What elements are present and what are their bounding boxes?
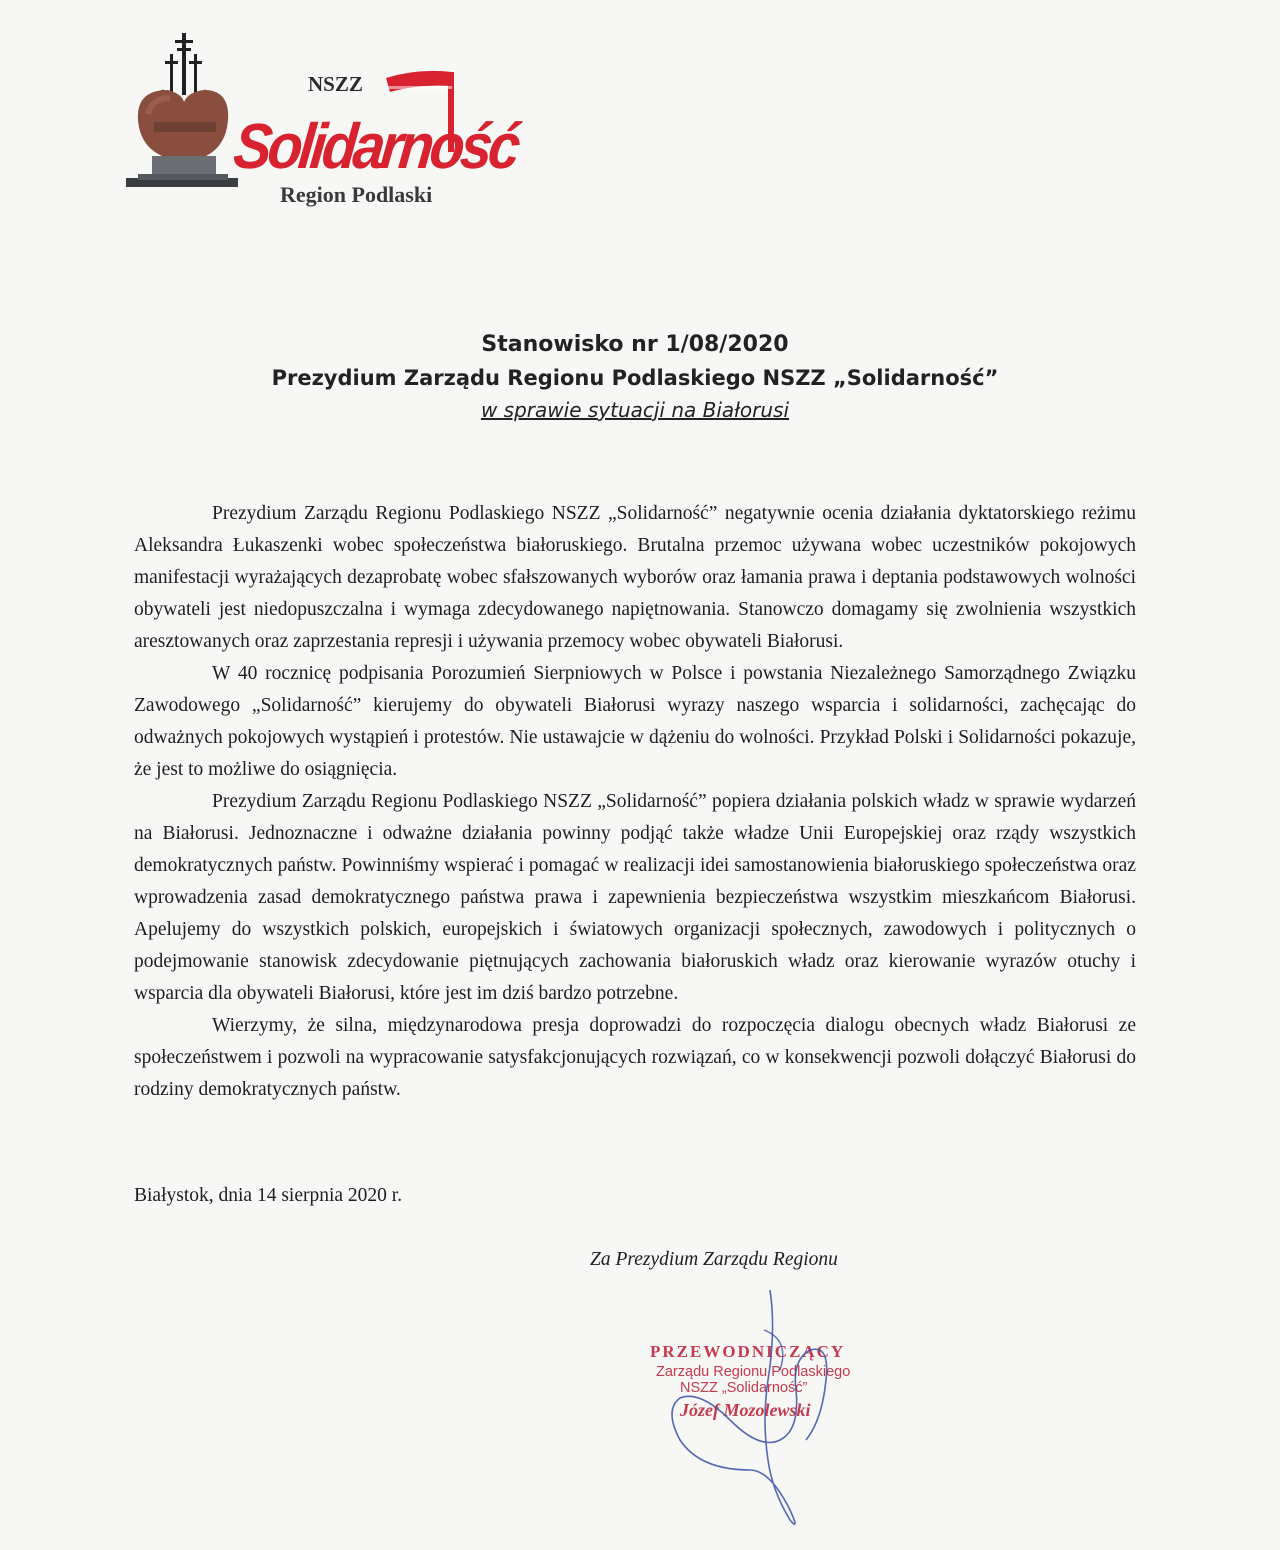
stamp-name: Józef Mozolewski bbox=[680, 1400, 811, 1420]
document-topic: w sprawie sytuacji na Białorusi bbox=[480, 398, 790, 422]
place-and-date: Białystok, dnia 14 sierpnia 2020 r. bbox=[134, 1185, 403, 1206]
document-issuer: Prezydium Zarządu Regionu Podlaskiego NSZZ „Solidarność” bbox=[271, 366, 999, 390]
stamp-union: NSZZ „Solidarność” bbox=[680, 1380, 808, 1396]
document-heading bbox=[0, 328, 1270, 425]
body-paragraph: W 40 rocznicę podpisania Porozumień Sierpniowych w Polsce i powstania Niezależnego Samorządnego Związku Zawodowego „Solidarność” kierujemy do obywateli Białorusi wyrazy naszego wsparcia i solidarności, zachęcając do odważnych pokojowych wystąpień i protestów. Nie ustawajcie w dążeniu do wolności. Przykład Polski i Solidarności pokazuje, że jest to możliwe do osiągnięcia. bbox=[134, 663, 1136, 780]
solidarnosc-logo bbox=[118, 28, 538, 218]
closing-line: Za Prezydium Zarządu Regionu bbox=[590, 1249, 838, 1270]
body-paragraph: Wierzymy, że silna, międzynarodowa presja doprowadzi do rozpoczęcia dialogu obecnych władz Białorusi ze społeczeństwem i pozwoli na wypracowanie satysfakcjonujących rozwiązań, co w konsekwencji pozwoli dołączyć Białorusi do rodziny demokratycznych państw. bbox=[134, 1015, 1136, 1100]
logo-region-text: Region Podlaski bbox=[280, 182, 433, 207]
logo-nszz-text: NSZZ bbox=[308, 72, 363, 96]
official-stamp bbox=[650, 1342, 890, 1432]
document-title: Stanowisko nr 1/08/2020 bbox=[481, 332, 789, 357]
logo-brand-wordmark: Solidarność bbox=[230, 111, 521, 183]
body-paragraph: Prezydium Zarządu Regionu Podlaskiego NSZZ „Solidarność” popiera działania polskich władz w sprawie wydarzeń na Białorusi. Jednoznaczne i odważne działania powinny podjąć także władze Unii Europejskiej oraz rządy wszystkich demokratycznych państw. Powinniśmy wspierać i pomagać w realizacji idei samostanowienia białoruskiego społeczeństwa oraz wprowadzenia zasad demokratycznego państwa prawa i zapewnienia bezpieczeństwa wszystkim mieszkańcom Białorusi. Apelujemy do wszystkich polskich, europejskich i światowych organizacji społecznych, zawodowych i politycznych o podejmowanie stanowisk zdecydowanie piętnujących zachowania białoruskich władz oraz kierowanie wyrazów otuchy i wsparcia dla obywateli Białorusi, które jest im dziś bardzo potrzebne. bbox=[134, 791, 1136, 1004]
stamp-organization: Zarządu Regionu Podlaskiego bbox=[656, 1364, 851, 1380]
stamp-title: PRZEWODNICZĄCY bbox=[650, 1342, 846, 1361]
document-body bbox=[134, 498, 1136, 1106]
body-paragraph: Prezydium Zarządu Regionu Podlaskiego NSZZ „Solidarność” negatywnie ocenia działania dyktatorskiego reżimu Aleksandra Łukaszenki wobec społeczeństwa białoruskiego. Brutalna przemoc używana wobec uczestników pokojowych manifestacji wyrażających dezaprobatę wobec sfałszowanych wyborów oraz łamania prawa i deptania podstawowych wolności obywateli jest niedopuszczalna i wymaga zdecydowanego napiętnowania. Stanowczo domagamy się zwolnienia wszystkich aresztowanych oraz zaprzestania represji i używania przemocy wobec obywateli Białorusi. bbox=[134, 503, 1136, 652]
